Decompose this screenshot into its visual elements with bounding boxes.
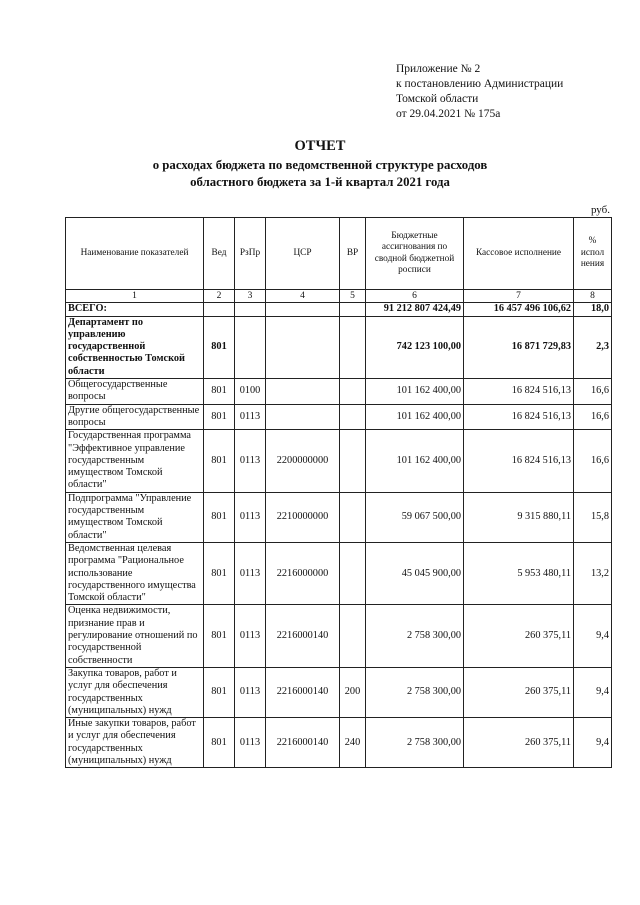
cell-pct: 9,4 <box>574 667 612 717</box>
expenditure-table <box>65 217 612 768</box>
cell-pct: 9,4 <box>574 718 612 768</box>
cell-csr <box>266 379 340 405</box>
col-number: 4 <box>266 290 340 303</box>
cell-cash: 16 457 496 106,62 <box>464 303 574 316</box>
cell-rzpr: 0113 <box>235 667 266 717</box>
cell-pct: 16,6 <box>574 430 612 492</box>
cell-vr <box>340 316 366 378</box>
cell-cash: 16 824 516,13 <box>464 430 574 492</box>
cell-vr <box>340 404 366 430</box>
cell-pct: 18,0 <box>574 303 612 316</box>
cell-rzpr: 0100 <box>235 379 266 405</box>
cell-ved: 801 <box>204 430 235 492</box>
cell-pct: 15,8 <box>574 492 612 542</box>
cell-ved: 801 <box>204 404 235 430</box>
cell-ved: 801 <box>204 605 235 667</box>
cell-csr: 2216000140 <box>266 718 340 768</box>
table-row <box>66 379 612 405</box>
col-number: 7 <box>464 290 574 303</box>
table-row <box>66 605 612 667</box>
cell-ved: 801 <box>204 492 235 542</box>
table-row <box>66 430 612 492</box>
cell-cash: 5 953 480,11 <box>464 542 574 604</box>
cell-rzpr: 0113 <box>235 430 266 492</box>
cell-vr <box>340 303 366 316</box>
col-number: 2 <box>204 290 235 303</box>
col-header-cash: Кассовое исполнение <box>464 218 574 290</box>
table-row <box>66 667 612 717</box>
cell-cash: 16 824 516,13 <box>464 379 574 405</box>
cell-name: Государственная программа "Эффективное управление государственным имуществом Томской области" <box>66 430 204 492</box>
cell-vr <box>340 379 366 405</box>
subtitle-line: областного бюджета за 1-й квартал 2021 года <box>190 175 450 189</box>
currency-label: руб. <box>590 204 610 216</box>
cell-name: Подпрограмма "Управление государственным имуществом Томской области" <box>66 492 204 542</box>
cell-rzpr: 0113 <box>235 718 266 768</box>
col-number: 5 <box>340 290 366 303</box>
cell-cash: 16 824 516,13 <box>464 404 574 430</box>
cell-csr: 2216000140 <box>266 605 340 667</box>
cell-budget: 59 067 500,00 <box>366 492 464 542</box>
cell-budget: 45 045 900,00 <box>366 542 464 604</box>
cell-vr <box>340 430 366 492</box>
cell-ved: 801 <box>204 667 235 717</box>
cell-csr <box>266 316 340 378</box>
cell-pct: 16,6 <box>574 379 612 405</box>
cell-budget: 742 123 100,00 <box>366 316 464 378</box>
cell-csr <box>266 404 340 430</box>
report-title: ОТЧЕТ <box>294 138 346 154</box>
col-header-name: Наименование показателей <box>66 218 204 290</box>
cell-name: Другие общегосударственные вопросы <box>66 404 204 430</box>
col-number: 1 <box>66 290 204 303</box>
cell-vr <box>340 542 366 604</box>
column-number-row <box>66 290 612 303</box>
cell-pct: 2,3 <box>574 316 612 378</box>
cell-name: Закупка товаров, работ и услуг для обеспечения государственных (муниципальных) нужд <box>66 667 204 717</box>
cell-ved: 801 <box>204 542 235 604</box>
cell-ved: 801 <box>204 379 235 405</box>
header-row <box>66 218 612 290</box>
appendix-line: к постановлению Администрации <box>396 78 564 90</box>
col-number: 6 <box>366 290 464 303</box>
cell-csr: 2216000140 <box>266 667 340 717</box>
cell-name: Департамент по управлению государственной собственностью Томской области <box>66 316 204 378</box>
cell-name: Общегосударственные вопросы <box>66 379 204 405</box>
cell-rzpr: 0113 <box>235 492 266 542</box>
cell-cash: 260 375,11 <box>464 667 574 717</box>
table-row <box>66 303 612 316</box>
col-number: 8 <box>574 290 612 303</box>
cell-cash: 16 871 729,83 <box>464 316 574 378</box>
col-header-pct: % испол нения <box>574 218 612 290</box>
col-header-rzpr: РзПр <box>235 218 266 290</box>
table-row <box>66 404 612 430</box>
table-row <box>66 316 612 378</box>
col-number: 3 <box>235 290 266 303</box>
cell-pct: 9,4 <box>574 605 612 667</box>
cell-rzpr: 0113 <box>235 404 266 430</box>
cell-csr <box>266 303 340 316</box>
cell-budget: 101 162 400,00 <box>366 379 464 405</box>
cell-budget: 101 162 400,00 <box>366 430 464 492</box>
cell-pct: 16,6 <box>574 404 612 430</box>
cell-rzpr <box>235 316 266 378</box>
col-header-vr: ВР <box>340 218 366 290</box>
cell-cash: 260 375,11 <box>464 605 574 667</box>
cell-name: ВСЕГО: <box>66 303 204 316</box>
report-subtitle <box>0 157 640 191</box>
cell-vr: 240 <box>340 718 366 768</box>
col-header-csr: ЦСР <box>266 218 340 290</box>
cell-vr: 200 <box>340 667 366 717</box>
table-row <box>66 492 612 542</box>
cell-budget: 101 162 400,00 <box>366 404 464 430</box>
table-row <box>66 718 612 768</box>
cell-budget: 2 758 300,00 <box>366 718 464 768</box>
cell-budget: 91 212 807 424,49 <box>366 303 464 316</box>
cell-rzpr: 0113 <box>235 605 266 667</box>
subtitle-line: о расходах бюджета по ведомственной структуре расходов <box>152 158 488 172</box>
appendix-line: Приложение № 2 <box>396 63 481 75</box>
cell-vr <box>340 605 366 667</box>
table-row <box>66 542 612 604</box>
col-header-budget: Бюджетные ассигнования по сводной бюджетной росписи <box>366 218 464 290</box>
cell-ved: 801 <box>204 718 235 768</box>
cell-name: Иные закупки товаров, работ и услуг для обеспечения государственных (муниципальных) нужд <box>66 718 204 768</box>
cell-rzpr: 0113 <box>235 542 266 604</box>
appendix-block <box>396 62 563 122</box>
cell-budget: 2 758 300,00 <box>366 667 464 717</box>
cell-budget: 2 758 300,00 <box>366 605 464 667</box>
cell-rzpr <box>235 303 266 316</box>
cell-cash: 9 315 880,11 <box>464 492 574 542</box>
appendix-line: Томской области <box>396 93 479 105</box>
cell-csr: 2200000000 <box>266 430 340 492</box>
cell-cash: 260 375,11 <box>464 718 574 768</box>
cell-vr <box>340 492 366 542</box>
appendix-line: от 29.04.2021 № 175а <box>396 108 501 120</box>
col-header-ved: Вед <box>204 218 235 290</box>
cell-csr: 2216000000 <box>266 542 340 604</box>
cell-csr: 2210000000 <box>266 492 340 542</box>
cell-ved <box>204 303 235 316</box>
cell-pct: 13,2 <box>574 542 612 604</box>
cell-name: Оценка недвижимости, признание прав и регулирование отношений по государственной собственности <box>66 605 204 667</box>
cell-ved: 801 <box>204 316 235 378</box>
cell-name: Ведомственная целевая программа "Рациональное использование государственного имущества Томской области" <box>66 542 204 604</box>
